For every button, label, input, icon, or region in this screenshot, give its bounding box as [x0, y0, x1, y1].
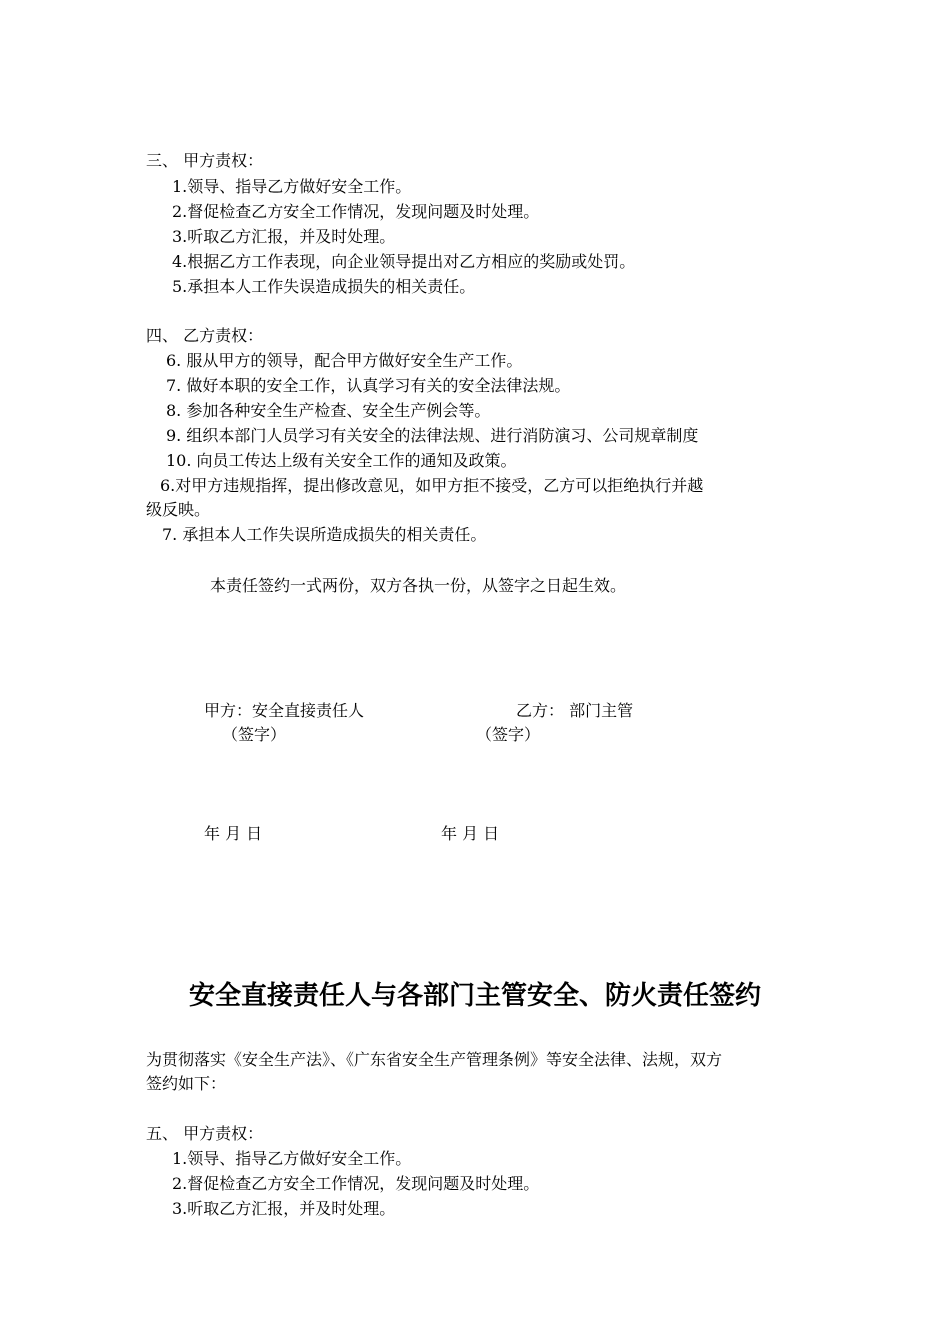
section3-item-2: 2.督促检查乙方安全工作情况，发现问题及时处理。: [172, 202, 540, 221]
section5-heading: 五、 甲方责权：: [146, 1124, 264, 1143]
intro-line-1: 为贯彻落实《安全生产法》、《广东省安全生产管理条例》等安全法律、法规，双方: [146, 1050, 723, 1069]
section4-item-8: 8. 参加各种安全生产检查、安全生产例会等。: [166, 401, 491, 420]
validity-statement: 本责任签约一式两份，双方各执一份，从签字之日起生效。: [210, 576, 627, 595]
party-b-label: 乙方： 部门主管: [516, 701, 634, 720]
section3-item-4: 4.根据乙方工作表现，向企业领导提出对乙方相应的奖励或处罚。: [172, 252, 636, 271]
section4-item-liability: 7. 承担本人工作失误所造成损失的相关责任。: [162, 525, 487, 544]
document-title: 安全直接责任人与各部门主管安全、防火责任签约: [188, 981, 761, 1011]
section4-item-objection: 6.对甲方违规指挥，提出修改意见，如甲方拒不接受，乙方可以拒绝执行并越: [160, 476, 704, 495]
section4-item-6: 6. 服从甲方的领导，配合甲方做好安全生产工作。: [166, 351, 523, 370]
party-a-sign-label: （签字）: [222, 725, 287, 744]
party-b-sign-label: （签字）: [476, 725, 541, 744]
section3-item-3: 3.听取乙方汇报，并及时处理。: [172, 227, 396, 246]
section4-item-10: 10. 向员工传达上级有关安全工作的通知及政策。: [166, 451, 517, 470]
section4-item-9: 9. 组织本部门人员学习有关安全的法律法规、进行消防演习、公司规章制度: [166, 426, 699, 445]
section4-heading: 四、 乙方责权：: [146, 326, 264, 345]
intro-line-2: 签约如下：: [146, 1074, 227, 1093]
party-a-label: 甲方：安全直接责任人: [204, 701, 365, 720]
section5-item-1: 1.领导、指导乙方做好安全工作。: [172, 1149, 412, 1168]
party-a-date: 年 月 日: [204, 824, 263, 843]
section3-item-1: 1.领导、指导乙方做好安全工作。: [172, 177, 412, 196]
section4-item-objection-cont: 级反映。: [146, 500, 211, 519]
section3-item-5: 5.承担本人工作失误造成损失的相关责任。: [172, 277, 476, 296]
party-b-date: 年 月 日: [441, 824, 500, 843]
section4-item-7: 7. 做好本职的安全工作，认真学习有关的安全法律法规。: [166, 376, 571, 395]
section3-heading: 三、 甲方责权：: [146, 151, 264, 170]
section5-item-2: 2.督促检查乙方安全工作情况，发现问题及时处理。: [172, 1174, 540, 1193]
section5-item-3: 3.听取乙方汇报，并及时处理。: [172, 1199, 396, 1218]
